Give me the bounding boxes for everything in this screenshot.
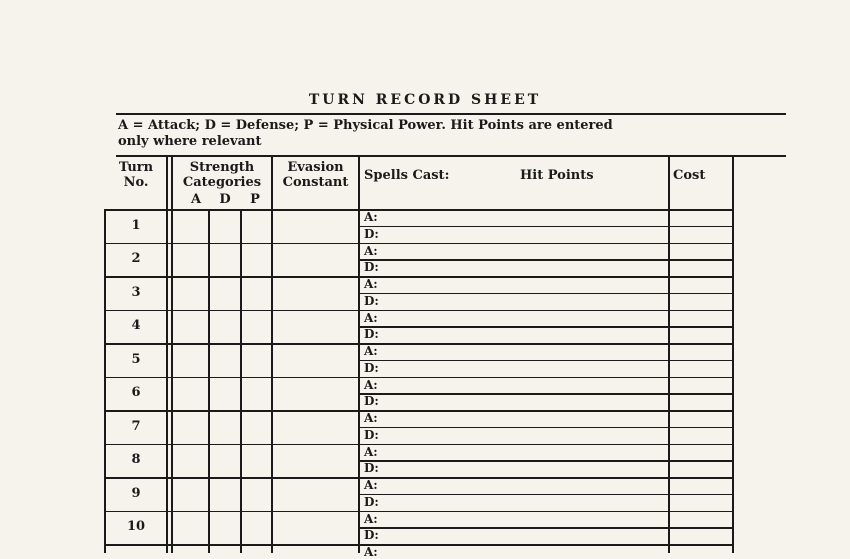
title-rule (116, 113, 786, 115)
header-top-rule (116, 155, 786, 157)
header-evasion (273, 160, 358, 190)
defense-label: D: (364, 260, 379, 275)
row-mid-rule (358, 527, 732, 529)
row-mid-rule (358, 360, 732, 362)
attack-label: A: (364, 277, 378, 291)
row-bottom-rule (104, 276, 732, 278)
legend-line-2: only where relevant (118, 134, 262, 149)
header-strength-a: A (190, 192, 202, 207)
attack-label: A: (364, 511, 378, 526)
row-mid-rule (358, 326, 732, 328)
strength-col-right (271, 155, 273, 553)
legend (118, 118, 758, 150)
header-evasion-line-1: Evasion (287, 160, 344, 175)
defense-label: D: (364, 293, 379, 308)
legend-line-1: A = Attack; D = Defense; P = Physical Power. Hit Points are entered (118, 118, 613, 133)
turn-number: 2 (131, 251, 141, 267)
cost-col-right (732, 155, 734, 553)
defense-label: D: (364, 360, 379, 375)
row-bottom-rule (104, 477, 732, 479)
turn-col-divider-a (166, 155, 168, 553)
attack-label: A: (364, 243, 378, 258)
row-mid-rule (358, 226, 732, 228)
turn-number: 10 (126, 519, 146, 535)
row-mid-rule (358, 460, 732, 462)
defense-label: D: (364, 494, 379, 509)
attack-label: A: (364, 478, 378, 492)
row-bottom-rule (104, 444, 732, 446)
header-spells: Spells Cast: (364, 168, 450, 183)
defense-label: D: (364, 461, 379, 476)
turn-number: 4 (131, 318, 141, 334)
row-mid-rule (358, 393, 732, 395)
defense-label: D: (364, 327, 379, 342)
attack-label: A: (364, 210, 378, 224)
turn-number: 1 (131, 217, 141, 233)
defense-label: D: (364, 226, 379, 241)
defense-label: D: (364, 528, 379, 543)
attack-label: A: (364, 344, 378, 358)
turn-number: 8 (131, 452, 141, 468)
header-evasion-line-2: Constant (282, 175, 349, 190)
header-strength-d: D (219, 192, 231, 207)
attack-label: A: (364, 444, 378, 459)
strength-d-p-divider (240, 209, 242, 553)
turn-number: 6 (131, 385, 141, 401)
header-turn-line-1: Turn (118, 160, 154, 175)
attack-label: A: (364, 377, 378, 392)
row-mid-rule (358, 494, 732, 496)
header-hit-points: Hit Points (520, 168, 594, 183)
row-bottom-rule (104, 544, 732, 546)
row-mid-rule (358, 427, 732, 429)
header-cost: Cost (673, 168, 706, 183)
row-bottom-rule (104, 243, 732, 245)
defense-label: D: (364, 427, 379, 442)
row-bottom-rule (104, 310, 732, 312)
header-turn-line-2: No. (123, 175, 149, 190)
header-bottom-rule (104, 209, 732, 211)
row-mid-rule (358, 259, 732, 261)
turn-number: 3 (131, 284, 141, 300)
attack-label: A: (364, 545, 378, 559)
attack-label: A: (364, 310, 378, 325)
row-mid-rule (358, 293, 732, 295)
header-strength-p: P (250, 192, 260, 207)
row-bottom-rule (104, 511, 732, 513)
header-strength-line-2: Categories (182, 175, 262, 190)
turn-number: 5 (131, 351, 141, 367)
row-bottom-rule (104, 377, 732, 379)
strength-a-d-divider (208, 209, 210, 553)
row-bottom-rule (104, 410, 732, 412)
defense-label: D: (364, 394, 379, 409)
turn-number: 9 (131, 485, 141, 501)
sheet-title: TURN RECORD SHEET (308, 92, 542, 108)
header-strength (172, 160, 272, 190)
header-strength-line-1: Strength (189, 160, 255, 175)
turn-col-divider-b (171, 155, 173, 553)
row-bottom-rule (104, 343, 732, 345)
attack-label: A: (364, 411, 378, 425)
turn-number: 7 (131, 418, 141, 434)
header-turn (106, 160, 166, 190)
